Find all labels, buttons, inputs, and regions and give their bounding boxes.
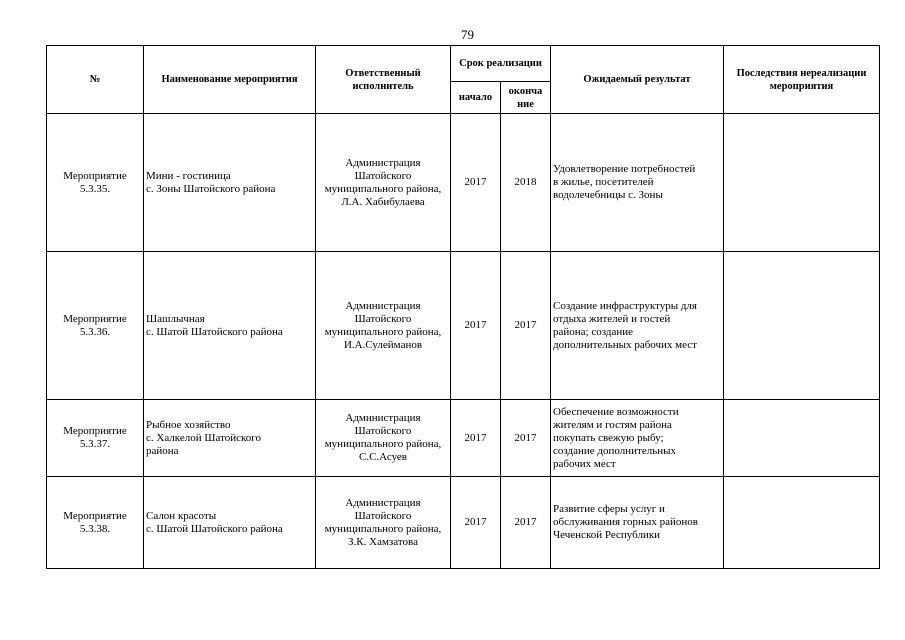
consequences-cell: [724, 252, 880, 400]
result-text: Обеспечение возможности: [553, 405, 679, 418]
measure-title: Салон красоты: [146, 509, 217, 522]
responsible-org: Администрация: [345, 299, 421, 312]
header-responsible: Ответственный исполнитель: [316, 46, 451, 114]
responsible-org: муниципального района,: [324, 182, 442, 195]
result-text: Удовлетворение потребностей: [553, 163, 696, 175]
start-year-cell: 2017: [451, 477, 501, 569]
expected-result-cell: [551, 400, 724, 477]
measure-location: с. Зоны Шатойского района: [146, 182, 276, 195]
header-measure-name: Наименование мероприятия: [144, 46, 316, 114]
end-year-cell: 2017: [501, 400, 551, 477]
measure-label: Мероприятие: [63, 312, 127, 325]
start-year-cell: 2017: [451, 114, 501, 252]
measure-code: 5.3.36.: [79, 325, 111, 338]
result-text: покупать свежую рыбу;: [553, 431, 664, 444]
measure-name-cell: [144, 114, 316, 252]
measure-label: Мероприятие: [63, 425, 127, 437]
end-year-cell: 2018: [501, 114, 551, 252]
responsible-person: Л.А. Хабибулаева: [341, 195, 425, 208]
result-text: Создание инфраструктуры для: [553, 299, 697, 312]
measure-title: Рыбное хозяйство: [146, 418, 231, 431]
measure-code: 5.3.38.: [79, 522, 111, 535]
start-year-cell: 2017: [451, 400, 501, 477]
consequences-cell: [724, 114, 880, 252]
measure-title: Мини - гостиница: [146, 169, 231, 182]
measures-table: [46, 45, 880, 569]
result-text: водолечебницы с. Зоны: [553, 189, 663, 201]
responsible-org: Шатойского: [354, 312, 412, 325]
header-end: оконча ние: [501, 82, 551, 114]
responsible-person: С.С.Асуев: [358, 451, 407, 463]
start-year-cell: 2017: [451, 252, 501, 400]
result-text: рабочих мест: [553, 457, 616, 470]
measure-number-cell: [47, 114, 144, 252]
table-row: [47, 114, 880, 252]
expected-result-cell: [551, 114, 724, 252]
measure-number-cell: [47, 252, 144, 400]
responsible-org: муниципального района,: [324, 438, 442, 450]
responsible-org: Администрация: [345, 496, 421, 509]
page-number: 79: [461, 27, 474, 42]
header-start: начало: [451, 82, 501, 114]
expected-result-cell: [551, 477, 724, 569]
responsible-org: Шатойского: [354, 169, 412, 182]
result-text: Чеченской Республики: [553, 529, 661, 541]
measure-location: с. Халкелой Шатойского: [146, 431, 262, 444]
responsible-org: Шатойского: [354, 425, 412, 437]
measure-location: с. Шатой Шатойского района: [146, 522, 283, 535]
responsible-person: И.А.Сулейманов: [343, 338, 423, 351]
measure-name-cell: [144, 252, 316, 400]
header-number: №: [47, 46, 144, 114]
measure-number-cell: [47, 477, 144, 569]
measure-number-cell: [47, 400, 144, 477]
responsible-cell: [316, 477, 451, 569]
responsible-org: муниципального района,: [324, 325, 442, 338]
result-text: в жилье, посетителей: [553, 176, 654, 188]
responsible-person: З.К. Хамзатова: [348, 535, 418, 548]
measure-code: 5.3.35.: [79, 182, 111, 195]
result-text: Развитие сферы услуг и: [553, 503, 665, 515]
result-text: создание дополнительных: [553, 444, 676, 457]
responsible-cell: [316, 252, 451, 400]
measure-location: с. Шатой Шатойского района: [146, 325, 283, 338]
responsible-org: Шатойского: [354, 509, 412, 522]
measure-name-cell: [144, 477, 316, 569]
responsible-org: Администрация: [345, 156, 421, 169]
header-term: Срок реализации: [451, 46, 551, 82]
measure-code: 5.3.37.: [79, 438, 111, 450]
result-text: дополнительных рабочих мест: [553, 338, 697, 351]
result-text: жителям и гостям района: [553, 418, 672, 431]
result-text: отдыха жителей и гостей: [553, 312, 671, 325]
expected-result-cell: [551, 252, 724, 400]
responsible-cell: [316, 114, 451, 252]
consequences-cell: [724, 477, 880, 569]
measure-location: района: [146, 444, 179, 457]
consequences-cell: [724, 400, 880, 477]
responsible-org: Администрация: [345, 412, 421, 424]
table-row: [47, 477, 880, 569]
table-row: [47, 252, 880, 400]
header-consequences: Последствия нереализации мероприятия: [724, 46, 880, 114]
responsible-org: муниципального района,: [324, 522, 442, 535]
table-row: [47, 400, 880, 477]
measure-title: Шашлычная: [146, 312, 205, 325]
end-year-cell: 2017: [501, 477, 551, 569]
responsible-cell: [316, 400, 451, 477]
measure-name-cell: [144, 400, 316, 477]
result-text: района; создание: [553, 325, 634, 338]
measure-label: Мероприятие: [63, 509, 127, 522]
end-year-cell: 2017: [501, 252, 551, 400]
measure-label: Мероприятие: [63, 169, 127, 182]
result-text: обслуживания горных районов: [553, 516, 698, 528]
header-expected-result: Ожидаемый результат: [551, 46, 724, 114]
